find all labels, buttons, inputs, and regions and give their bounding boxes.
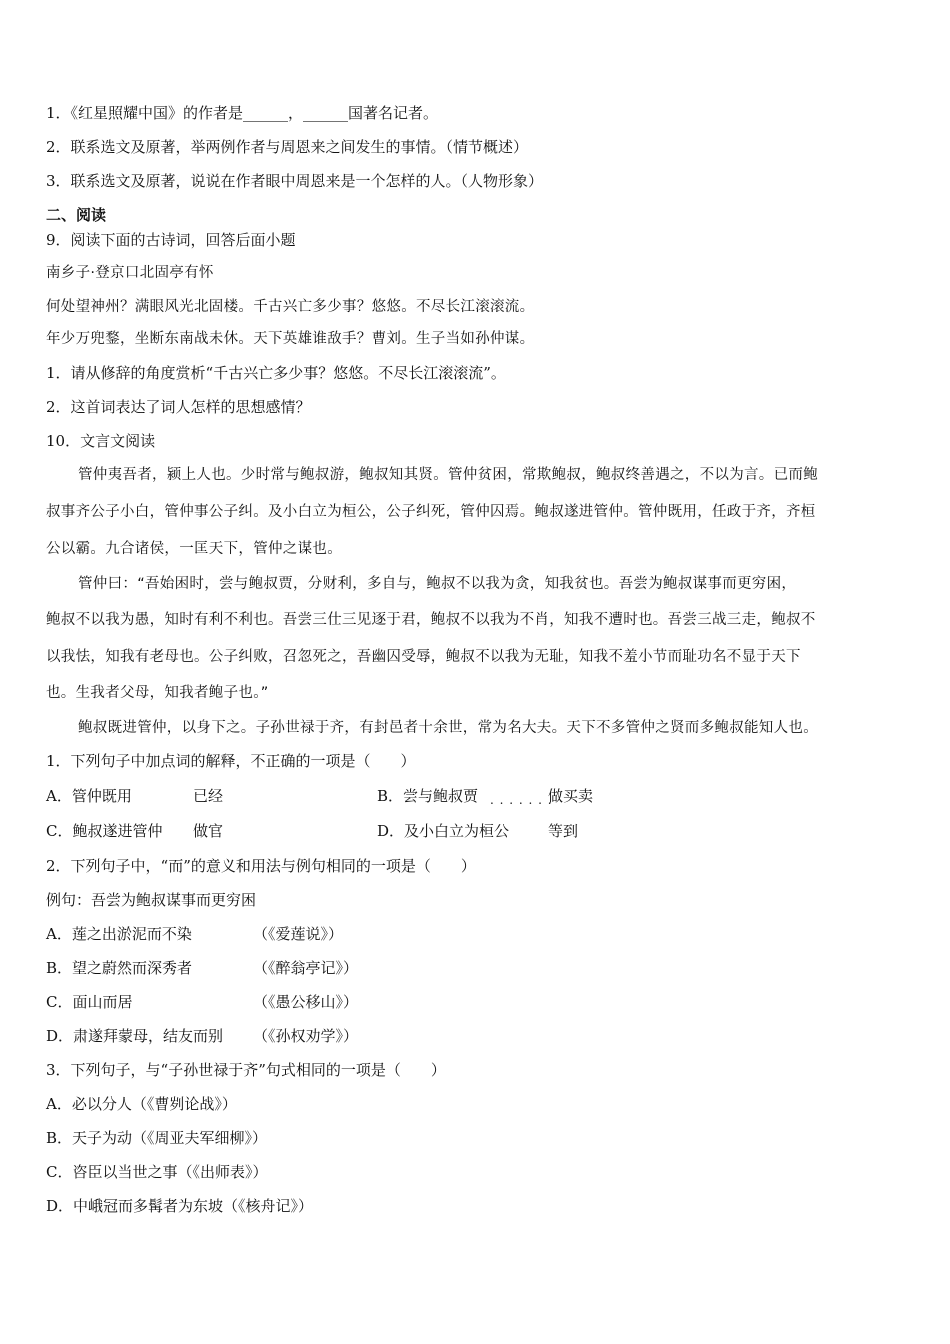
mc2-option-d: D．肃遂拜蒙母，结友而别: [46, 1027, 224, 1045]
passage-line: 也。生我者父母，知我者鲍子也。”: [46, 685, 269, 701]
mc2-stem: 2．下列句子中，“而”的意义和用法与例句相同的一项是（ ）: [46, 857, 476, 875]
mc3-option-b: B．天子为动（《周亚夫军细柳》）: [46, 1129, 268, 1147]
mc2-option-a: A．莲之出淤泥而不染: [46, 925, 192, 943]
mc3-option-c: C．咨臣以当世之事（《出师表》）: [46, 1163, 268, 1181]
mc2-option-a-source: （《爱莲说》）: [253, 925, 344, 943]
poem-line-1: 何处望神州？满眼风光北固楼。千古兴亡多少事？悠悠。不尽长江滚滚流。: [46, 299, 535, 315]
passage-line: 叔事齐公子小白，管仲事公子纠。及小白立为桓公，公子纠死，管仲囚焉。鲍叔遂进管仲。管仲既用，任政于齐，齐桓: [46, 504, 816, 520]
question-1-2: 2．联系选文及原著，举两例作者与周恩来之间发生的事情。（情节概述）: [46, 138, 529, 156]
passage-line: 公以霸。九合诸侯，一匡天下，管仲之谋也。: [46, 541, 342, 557]
question-9-intro: 9．阅读下面的古诗词，回答后面小题: [46, 231, 296, 249]
mc2-option-b-source: （《醉翁亭记》）: [253, 959, 359, 977]
mc3-stem: 3．下列句子，与“子孙世禄于齐”句式相同的一项是（ ）: [46, 1061, 446, 1079]
mc1-option-d: D．及小白立为桓公: [377, 822, 510, 840]
question-9-sub-2: 2．这首词表达了词人怎样的思想感情？: [46, 398, 311, 416]
mc3-option-d: D．中峨冠而多髯者为东坡（《核舟记》）: [46, 1197, 314, 1215]
passage-line: 管仲曰：“吾始困时，尝与鲍叔贾，分财利，多自与，鲍叔不以我为贪，知我贫也。吾尝为鲍叔谋事而更穷困，: [78, 576, 797, 592]
mc2-option-c: C．面山而居: [46, 993, 133, 1011]
emphasis-dots: . . . . . . .: [490, 793, 553, 807]
section-heading: 二、阅读: [46, 206, 107, 224]
question-1-1: 1．《红星照耀中国》的作者是______，______国著名记者。: [46, 104, 439, 122]
mc1-option-b: B．尝与鲍叔贾: [377, 787, 479, 805]
mc2-option-b: B．望之蔚然而深秀者: [46, 959, 193, 977]
passage-line: 鲍叔既进管仲，以身下之。子孙世禄于齐，有封邑者十余世，常为名大夫。天下不多管仲之贤而多鲍叔能知人也。: [78, 720, 818, 736]
passage-line: 以我怯，知我有老母也。公子纠败，召忽死之，吾幽囚受辱，鲍叔不以我为无耻，知我不羞小节而耻功名不显于天下: [46, 649, 801, 665]
mc1-stem: 1．下列句子中加点词的解释，不正确的一项是（ ）: [46, 752, 416, 770]
mc1-option-a-gloss: 已经: [193, 787, 224, 805]
question-9-sub-1: 1．请从修辞的角度赏析“千古兴亡多少事？悠悠。不尽长江滚滚流”。: [46, 364, 506, 382]
mc2-option-d-source: （《孙权劝学》）: [253, 1027, 359, 1045]
mc1-option-c: C．鲍叔遂进管仲: [46, 822, 163, 840]
mc3-option-a: A．必以分人（《曹刿论战》）: [46, 1095, 237, 1113]
passage-line: 鲍叔不以我为愚，知时有利不利也。吾尝三仕三见逐于君，鲍叔不以我为不肖，知我不遭时也。吾尝三战三走，鲍叔不: [46, 612, 816, 628]
mc2-option-c-source: （《愚公移山》）: [253, 993, 359, 1011]
mc1-option-d-gloss: 等到: [548, 822, 579, 840]
poem-title: 南乡子·登京口北固亭有怀: [46, 265, 214, 281]
mc2-example: 例句：吾尝为鲍叔谋事而更穷困: [46, 891, 257, 909]
passage-line: 管仲夷吾者，颍上人也。少时常与鲍叔游，鲍叔知其贤。管仲贫困，常欺鲍叔，鲍叔终善遇之，不以为言。已而鲍: [78, 467, 818, 483]
mc1-option-c-gloss: 做官: [193, 822, 224, 840]
question-1-3: 3．联系选文及原著，说说在作者眼中周恩来是一个怎样的人。（人物形象）: [46, 172, 544, 190]
mc1-option-b-gloss: 做买卖: [548, 787, 594, 805]
poem-line-2: 年少万兜鍪，坐断东南战未休。天下英雄谁敌手？曹刘。生子当如孙仲谋。: [46, 331, 535, 347]
question-10-intro: 10．文言文阅读: [46, 432, 156, 450]
mc1-option-a: A．管仲既用: [46, 787, 132, 805]
